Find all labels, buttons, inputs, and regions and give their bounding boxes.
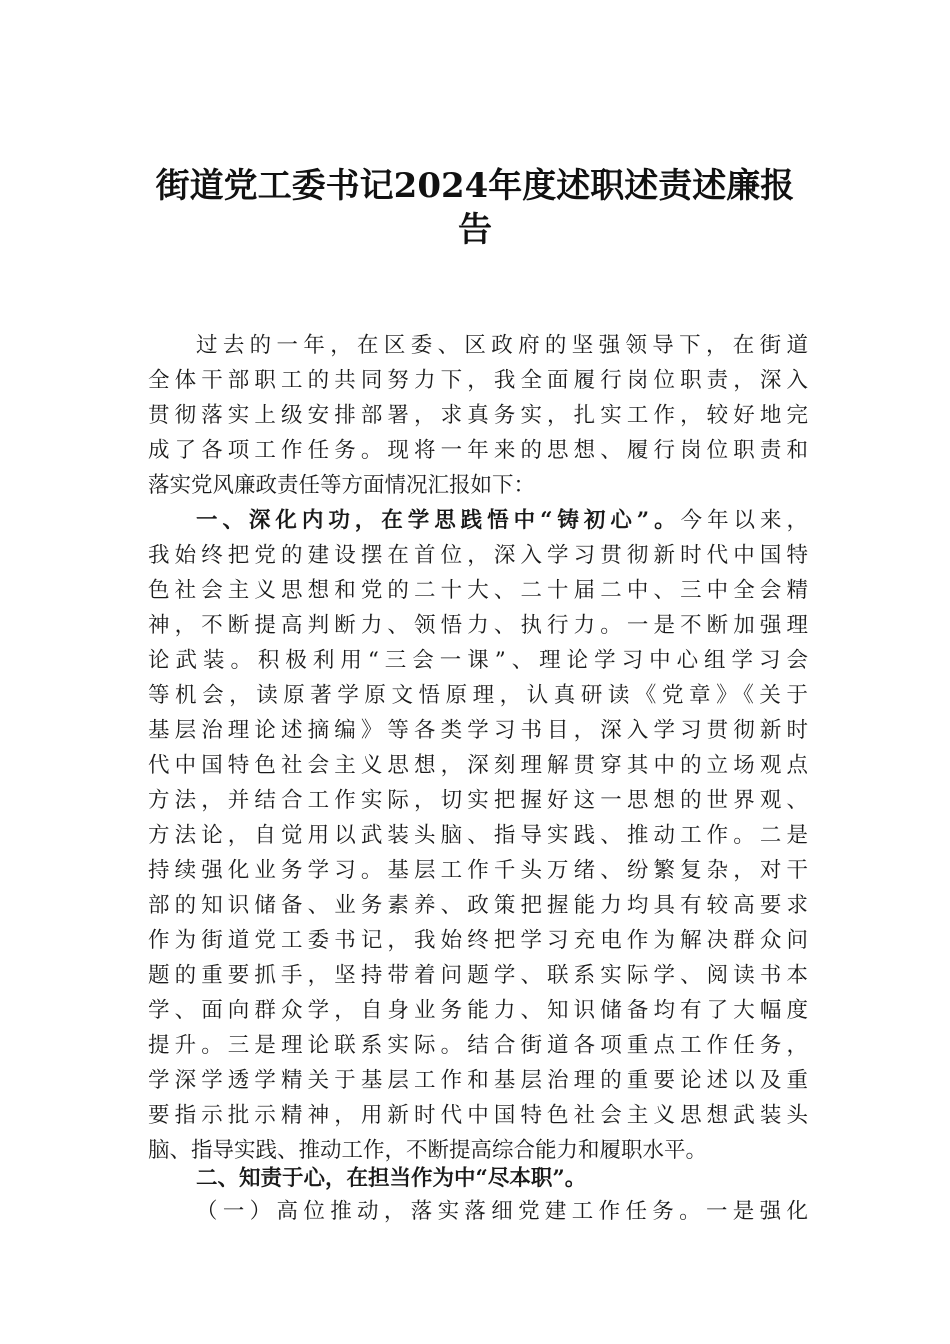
- paragraph-line: 神，不断提高判断力、领悟力、执行力。一是不断加强理: [148, 613, 808, 638]
- document-title-line-1: 街道党工委书记2024年度述职述责述廉报: [155, 166, 795, 206]
- paragraph-line: 成了各项工作任务。现将一年来的思想、履行岗位职责和: [148, 438, 808, 463]
- paragraph-text: 今年以来，: [680, 508, 808, 533]
- paragraph-line: 色社会主义思想和党的二十大、二十届二中、三中全会精: [148, 578, 808, 603]
- paragraph-line: 方法论，自觉用以武装头脑、指导实践、推动工作。二是: [148, 823, 808, 848]
- paragraph-line: 学深学透学精关于基层工作和基层治理的重要论述以及重: [148, 1068, 808, 1093]
- paragraph-line: 学、面向群众学，自身业务能力、知识储备均有了大幅度: [148, 998, 808, 1023]
- paragraph-line: 提升。三是理论联系实际。结合街道各项重点工作任务，: [148, 1033, 808, 1058]
- paragraph-line: 我始终把党的建设摆在首位，深入学习贯彻新时代中国特: [148, 543, 808, 568]
- paragraph-line: 方法，并结合工作实际，切实把握好这一思想的世界观、: [148, 788, 808, 813]
- section-heading-line-1: [196, 506, 808, 536]
- paragraph-line: 持续强化业务学习。基层工作千头万绪、纷繁复杂，对干: [148, 858, 808, 883]
- paragraph-line: 过去的一年，在区委、区政府的坚强领导下，在街道: [196, 333, 808, 358]
- section-heading-2: 二、知责于心，在担当作为中“尽本职”。: [196, 1166, 587, 1191]
- paragraph-line: 等机会，读原著学原文悟原理，认真研读《党章》《关于: [148, 683, 808, 708]
- paragraph-line: 基层治理论述摘编》等各类学习书目，深入学习贯彻新时: [148, 718, 808, 743]
- paragraph-line: 部的知识储备、业务素养、政策把握能力均具有较高要求: [148, 893, 808, 918]
- paragraph-line: 贯彻落实上级安排部署，求真务实，扎实工作，较好地完: [148, 403, 808, 428]
- paragraph-line: 全体干部职工的共同努力下，我全面履行岗位职责，深入: [148, 368, 808, 393]
- section-heading-1: 一、深化内功，在学思践悟中“铸初心”。: [196, 508, 681, 533]
- paragraph-line: 脑、指导实践、推动工作，不断提高综合能力和履职水平。: [148, 1138, 708, 1163]
- paragraph-line: 题的重要抓手，坚持带着问题学、联系实际学、阅读书本: [148, 963, 808, 988]
- paragraph-line: 论武装。积极利用“三会一课”、理论学习中心组学习会: [148, 648, 808, 673]
- paragraph-line: 代中国特色社会主义思想，深刻理解贯穿其中的立场观点: [148, 753, 808, 778]
- paragraph-line: （一）高位推动，落实落细党建工作任务。一是强化: [196, 1199, 808, 1224]
- paragraph-line: 落实党风廉政责任等方面情况汇报如下：: [148, 473, 536, 498]
- document-title-line-2: 告: [458, 210, 492, 250]
- paragraph-line: 作为街道党工委书记，我始终把学习充电作为解决群众问: [148, 928, 808, 953]
- paragraph-line: 要指示批示精神，用新时代中国特色社会主义思想武装头: [148, 1103, 808, 1128]
